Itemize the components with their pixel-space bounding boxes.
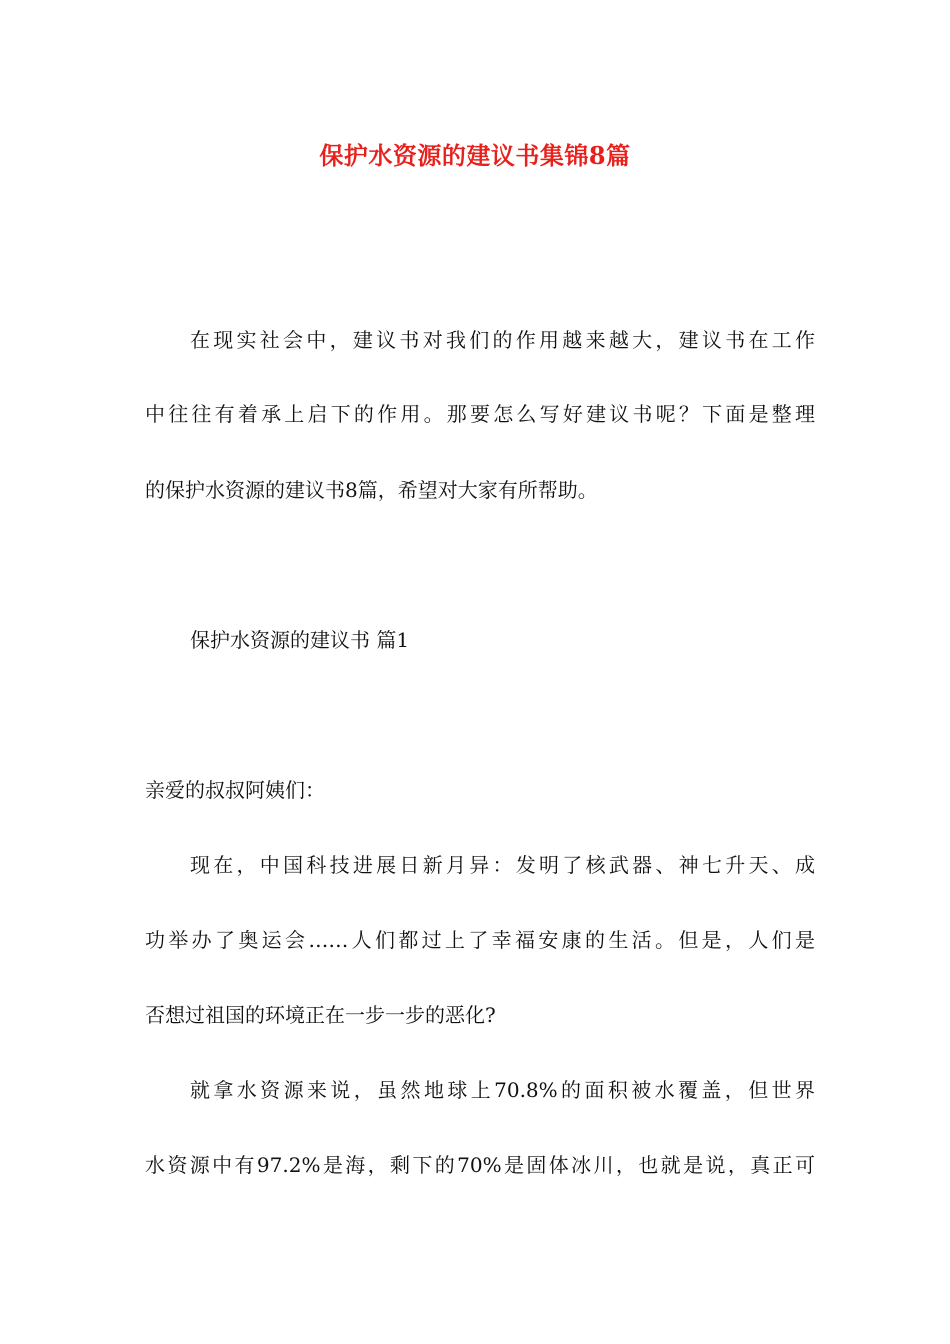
- intro-line: 的保护水资源的建议书8篇，希望对大家有所帮助。: [145, 478, 598, 502]
- paragraph-line: 功举办了奥运会……人们都过上了幸福安康的生活。但是，人们是: [145, 928, 815, 952]
- document-title: 保护水资源的建议书集锦8篇: [319, 141, 631, 170]
- paragraph-line: 水资源中有97.2%是海，剩下的70%是固体冰川，也就是说，真正可: [145, 1153, 815, 1177]
- paragraph-line: 现在，中国科技进展日新月异：发明了核武器、神七升天、成: [190, 853, 815, 877]
- section-heading: 保护水资源的建议书 篇1: [190, 628, 410, 652]
- paragraph-line: 就拿水资源来说，虽然地球上70.8%的面积被水覆盖，但世界: [190, 1078, 815, 1102]
- salutation: 亲爱的叔叔阿姨们：: [145, 778, 325, 802]
- intro-line: 在现实社会中，建议书对我们的作用越来越大，建议书在工作: [190, 328, 815, 352]
- paragraph-line: 否想过祖国的环境正在一步一步的恶化?: [145, 1003, 496, 1027]
- intro-line: 中往往有着承上启下的作用。那要怎么写好建议书呢？下面是整理: [145, 402, 815, 426]
